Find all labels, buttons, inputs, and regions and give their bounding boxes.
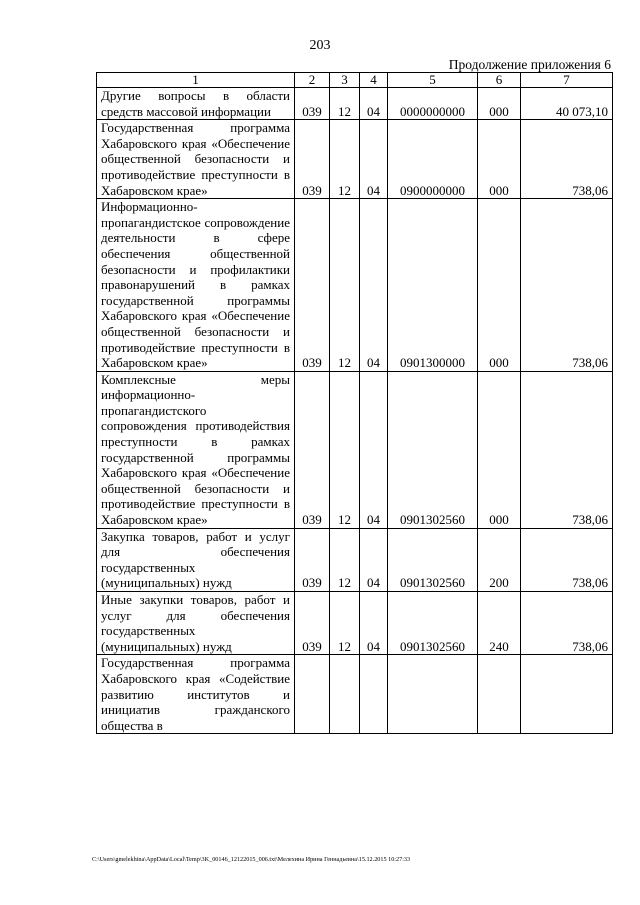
column-header: 3 bbox=[330, 73, 360, 88]
cell-ministry-code: 039 bbox=[295, 528, 330, 591]
cell-subsection: 04 bbox=[360, 371, 388, 528]
cell-expense-type: 000 bbox=[478, 120, 521, 199]
cell-ministry-code: 039 bbox=[295, 120, 330, 199]
cell-expense-type: 000 bbox=[478, 371, 521, 528]
row-description: Комплексные меры информационно-пропагандистского сопровождения противодействия преступности в рамках государственной программы Хабаровского края «Обеспечение общественной безопасности и противодействие преступности в Хабаровском крае» bbox=[97, 371, 295, 528]
cell-amount: 738,06 bbox=[521, 592, 613, 655]
file-path-footer: C:\Users\gmelekhina\AppData\Local\Temp\3K_00146_12122015_006.txt\Мелехина Ирина Геннадьевна\15.12.2015 10:27:33 bbox=[92, 856, 411, 863]
column-header: 7 bbox=[521, 73, 613, 88]
table-row bbox=[97, 199, 613, 372]
budget-table bbox=[96, 72, 613, 734]
cell-section: 12 bbox=[330, 592, 360, 655]
column-number-row bbox=[97, 73, 613, 88]
row-description: Информационно-пропагандистское сопровождение деятельности в сфере обеспечения общественной безопасности и профилактики правонарушений в рамках государственной программы Хабаровского края «Обеспечение общественной безопасности и противодействие преступности в Хабаровском крае» bbox=[97, 199, 295, 372]
cell-section bbox=[330, 655, 360, 734]
cell-target-article: 0901302560 bbox=[388, 371, 478, 528]
cell-section: 12 bbox=[330, 88, 360, 120]
table-row bbox=[97, 120, 613, 199]
cell-target-article: 0901302560 bbox=[388, 592, 478, 655]
row-description: Государственная программа Хабаровского края «Содействие развитию институтов и инициатив гражданского общества в bbox=[97, 655, 295, 734]
row-description: Государственная программа Хабаровского края «Обеспечение общественной безопасности и противодействие преступности в Хабаровском крае» bbox=[97, 120, 295, 199]
cell-section: 12 bbox=[330, 120, 360, 199]
row-description: Другие вопросы в области средств массовой информации bbox=[97, 88, 295, 120]
table-row bbox=[97, 655, 613, 734]
cell-ministry-code: 039 bbox=[295, 199, 330, 372]
cell-target-article bbox=[388, 655, 478, 734]
continuation-heading: Продолжение приложения 6 bbox=[448, 57, 611, 72]
table-row bbox=[97, 88, 613, 120]
page-number: 203 bbox=[309, 38, 331, 53]
table-row bbox=[97, 528, 613, 591]
cell-subsection: 04 bbox=[360, 592, 388, 655]
cell-expense-type bbox=[478, 655, 521, 734]
cell-target-article: 0901302560 bbox=[388, 528, 478, 591]
cell-section: 12 bbox=[330, 371, 360, 528]
cell-subsection: 04 bbox=[360, 199, 388, 372]
row-description: Иные закупки товаров, работ и услуг для обеспечения государственных (муниципальных) нужд bbox=[97, 592, 295, 655]
cell-ministry-code: 039 bbox=[295, 88, 330, 120]
column-header: 6 bbox=[478, 73, 521, 88]
cell-subsection: 04 bbox=[360, 88, 388, 120]
table-row bbox=[97, 371, 613, 528]
table-row bbox=[97, 592, 613, 655]
column-header: 4 bbox=[360, 73, 388, 88]
row-description: Закупка товаров, работ и услуг для обеспечения государственных (муниципальных) нужд bbox=[97, 528, 295, 591]
cell-expense-type: 240 bbox=[478, 592, 521, 655]
column-header: 1 bbox=[97, 73, 295, 88]
cell-target-article: 0901300000 bbox=[388, 199, 478, 372]
column-header: 2 bbox=[295, 73, 330, 88]
cell-amount: 738,06 bbox=[521, 199, 613, 372]
cell-amount: 738,06 bbox=[521, 528, 613, 591]
cell-ministry-code: 039 bbox=[295, 371, 330, 528]
cell-amount: 738,06 bbox=[521, 371, 613, 528]
cell-section: 12 bbox=[330, 528, 360, 591]
cell-target-article: 0000000000 bbox=[388, 88, 478, 120]
cell-expense-type: 000 bbox=[478, 88, 521, 120]
cell-expense-type: 200 bbox=[478, 528, 521, 591]
cell-subsection bbox=[360, 655, 388, 734]
cell-ministry-code: 039 bbox=[295, 592, 330, 655]
cell-subsection: 04 bbox=[360, 120, 388, 199]
cell-target-article: 0900000000 bbox=[388, 120, 478, 199]
cell-amount: 40 073,10 bbox=[521, 88, 613, 120]
cell-amount bbox=[521, 655, 613, 734]
cell-amount: 738,06 bbox=[521, 120, 613, 199]
column-header: 5 bbox=[388, 73, 478, 88]
cell-subsection: 04 bbox=[360, 528, 388, 591]
cell-ministry-code bbox=[295, 655, 330, 734]
cell-section: 12 bbox=[330, 199, 360, 372]
cell-expense-type: 000 bbox=[478, 199, 521, 372]
